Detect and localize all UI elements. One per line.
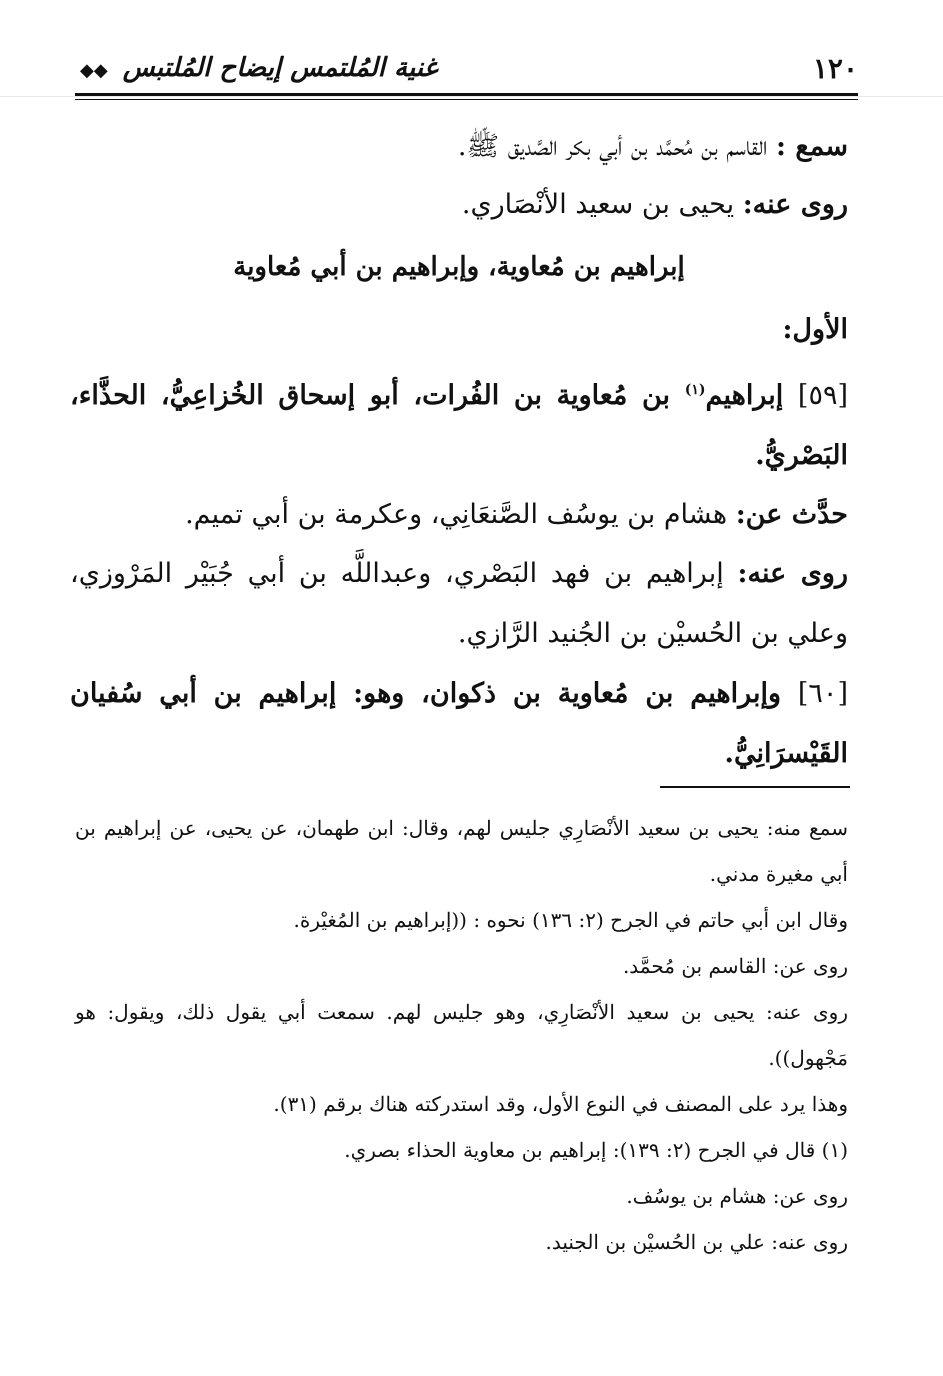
- footnote-line: (١) قال في الجرح (٢: ١٣٩): إبراهيم بن معاوية الحذاء بصري.: [344, 1138, 848, 1162]
- footnote-line: روى عنه: يحيى بن سعيد الأنْصَارِي، وهو جليس لهم. سمعت أبي يقول ذلك، ويقول: هو مَجْهول)).: [75, 1000, 848, 1070]
- first-label-text: الأول:: [782, 314, 848, 345]
- page-number: ١٢٠: [812, 51, 858, 85]
- entry-59-name: إبراهيم: [705, 380, 784, 411]
- label-narrated-from: حدَّث عن:: [735, 499, 848, 530]
- entry-59-from: [70, 486, 848, 544]
- entry-59-by-text: إبراهيم بن فهد البَصْري، وعبداللَّه بن أبي جُبَيْر المَرْوزي، وعلي بن الحُسيْن بن الجُنيد الرَّازي.: [70, 558, 848, 649]
- heard-text: القاسم بن مُحمَّد بن أبي بكر الصَّديق ﷺ.: [457, 131, 768, 162]
- label-narrated-by: روى عنه:: [742, 189, 848, 220]
- entry-60-number: [٦٠]: [797, 678, 848, 709]
- running-title-text: غنية المُلتمس إيضاح المُلتبس: [122, 53, 438, 83]
- scan-artifact: [0, 96, 943, 97]
- footnote-line: وهذا يرد على المصنف في النوع الأول، وقد استدركته هناك برقم (٣١).: [273, 1092, 848, 1116]
- running-title: [80, 53, 437, 83]
- entry-59-number: [٥٩]: [797, 380, 848, 411]
- entry-60: [70, 664, 848, 784]
- page-header: [80, 48, 858, 88]
- label-narrated-by-2: روى عنه:: [737, 558, 848, 589]
- main-text: [70, 118, 848, 784]
- entry-59-from-text: هشام بن يوسُف الصَّنعَانِي، وعكرمة بن أبي تميم.: [185, 499, 728, 530]
- footnote-line: روى عنه: علي بن الحُسيْن بن الجنيد.: [545, 1230, 848, 1254]
- footnote-line: روى عن: القاسم بن مُحمَّد.: [622, 954, 848, 978]
- diamond-ornament-icon: ◆◆: [80, 60, 108, 81]
- entry-59-by: [70, 544, 848, 664]
- footnote-line: سمع منه: يحيى بن سعيد الأنْصَارِي جليس لهم، وقال: ابن طهمان، عن يحيى، عن إبراهيم بن أبي مغيرة مدني.: [75, 816, 848, 886]
- section-heading: إبراهيم بن مُعاوية، وإبراهيم بن أبي مُعاوية: [233, 252, 685, 282]
- heard-from-line: [70, 118, 848, 176]
- footnotes: [75, 805, 848, 1265]
- label-heard: سمع :: [776, 131, 848, 162]
- narrated-by-line: [70, 176, 848, 234]
- entry-60-text: وإبراهيم بن مُعاوية بن ذكوان، وهو: إبراهيم بن أبي سُفيان القَيْسرَانِيُّ.: [70, 678, 848, 769]
- footnote-marker: (١): [684, 382, 706, 398]
- header-rule-thick: [75, 93, 858, 96]
- entry-59: [70, 360, 848, 486]
- header-rule-thin: [75, 99, 858, 100]
- footnote-separator: [660, 786, 850, 788]
- entry-59-rest: بن مُعاوية بن الفُرات، أبو إسحاق الخُزاعِيُّ، الحذَّاء، البَصْريُّ.: [70, 380, 848, 471]
- narrated-by-text: يحيى بن سعيد الأنْصَاري.: [461, 189, 735, 220]
- first-label: [70, 300, 848, 360]
- footnote-line: وقال ابن أبي حاتم في الجرح (٢: ١٣٦) نحوه : ((إبراهيم بن المُغيْرة.: [293, 908, 848, 932]
- footnote-line: روى عن: هشام بن يوسُف.: [626, 1184, 848, 1208]
